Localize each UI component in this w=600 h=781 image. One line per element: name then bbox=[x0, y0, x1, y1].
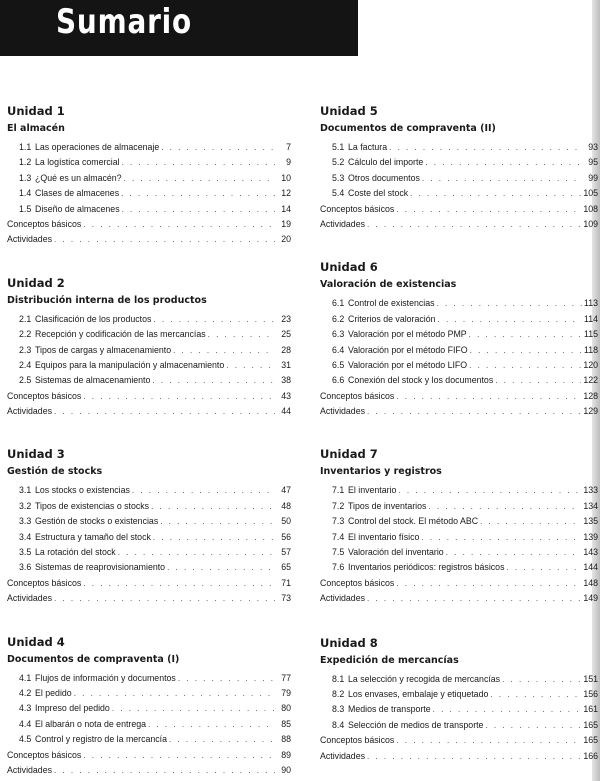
dot-leader bbox=[121, 186, 275, 201]
entry-number: 7.4 bbox=[332, 531, 345, 542]
dot-leader bbox=[83, 576, 275, 591]
entry-text: Sistemas de almacenamiento bbox=[35, 375, 151, 386]
dot-leader bbox=[54, 232, 275, 247]
dot-leader bbox=[433, 702, 582, 717]
toc-entry[interactable] bbox=[7, 343, 291, 358]
toc-entry[interactable] bbox=[320, 499, 598, 514]
dot-leader bbox=[74, 686, 275, 701]
entry-page-number: 120 bbox=[583, 359, 598, 370]
dot-leader bbox=[161, 140, 275, 155]
toc-unit bbox=[320, 103, 598, 232]
entry-text: La selección y recogida de mercancías bbox=[348, 673, 501, 684]
entry-number: 4.2 bbox=[19, 687, 32, 698]
toc-entry[interactable] bbox=[320, 358, 598, 373]
entry-text: Actividades bbox=[7, 764, 52, 775]
dot-leader bbox=[438, 312, 582, 327]
entry-page-number: 73 bbox=[281, 593, 291, 604]
entry-page-number: 122 bbox=[583, 375, 598, 386]
dot-leader bbox=[153, 312, 275, 327]
unit-label: Unidad 3 bbox=[7, 447, 65, 462]
toc-entry[interactable] bbox=[7, 327, 291, 342]
toc-entry[interactable] bbox=[320, 343, 598, 358]
entry-text: Gestión de stocks o existencias bbox=[35, 516, 159, 527]
entry-text: Cálculo del importe bbox=[348, 157, 424, 168]
entry-page-number: 14 bbox=[281, 203, 291, 214]
entry-text: Clasificación de los productos bbox=[35, 313, 152, 324]
entry-page-number: 115 bbox=[583, 329, 598, 340]
entry-number: 6.1 bbox=[332, 298, 345, 309]
entry-page-number: 133 bbox=[583, 485, 598, 496]
entry-text: Conceptos básicos bbox=[7, 749, 82, 760]
unit-label: Unidad 7 bbox=[320, 447, 378, 462]
toc-extra-entry[interactable] bbox=[7, 217, 291, 232]
toc-unit bbox=[7, 634, 291, 779]
entry-number: 7.1 bbox=[332, 485, 345, 496]
entry-page-number: 148 bbox=[583, 577, 598, 588]
entry-text: Actividades bbox=[7, 593, 52, 604]
dot-leader bbox=[470, 343, 582, 358]
entry-page-number: 44 bbox=[281, 406, 291, 417]
toc-entry[interactable] bbox=[320, 560, 598, 575]
entry-page-number: 90 bbox=[281, 764, 291, 775]
entry-page-number: 9 bbox=[286, 157, 291, 168]
entry-page-number: 118 bbox=[583, 344, 598, 355]
entry-text: Conceptos básicos bbox=[7, 577, 82, 588]
entry-number: 4.5 bbox=[19, 734, 32, 745]
entry-text: Actividades bbox=[320, 593, 365, 604]
entry-text: Tipos de inventarios bbox=[348, 500, 427, 511]
dot-leader bbox=[148, 717, 275, 732]
entry-text: Control y registro de la mercancía bbox=[35, 734, 168, 745]
entry-number: 2.5 bbox=[19, 375, 32, 386]
entry-text: Clases de almacenes bbox=[35, 188, 120, 199]
entry-number: 8.1 bbox=[332, 673, 345, 684]
entry-page-number: 108 bbox=[583, 203, 598, 214]
dot-leader bbox=[226, 358, 275, 373]
entry-number: 3.5 bbox=[19, 547, 32, 558]
entry-text: Selección de medios de transporte bbox=[348, 719, 484, 730]
entry-number: 3.2 bbox=[19, 500, 32, 511]
toc-unit bbox=[7, 275, 291, 420]
dot-leader bbox=[151, 499, 275, 514]
toc-unit bbox=[7, 446, 291, 606]
dot-leader bbox=[396, 389, 581, 404]
entry-number: 4.1 bbox=[19, 672, 32, 683]
entry-page-number: 113 bbox=[583, 298, 598, 309]
entry-page-number: 71 bbox=[281, 577, 291, 588]
entry-page-number: 43 bbox=[281, 390, 291, 401]
toc-entry[interactable] bbox=[7, 701, 291, 716]
entry-page-number: 65 bbox=[281, 562, 291, 573]
entry-number: 1.4 bbox=[19, 188, 32, 199]
entry-number: 1.3 bbox=[19, 172, 32, 183]
dot-leader bbox=[422, 171, 582, 186]
toc-entry[interactable] bbox=[7, 671, 291, 686]
entry-number: 7.5 bbox=[332, 547, 345, 558]
dot-leader bbox=[208, 327, 275, 342]
entry-text: La rotación del stock bbox=[35, 547, 116, 558]
dot-leader bbox=[490, 687, 581, 702]
entry-text: Conceptos básicos bbox=[320, 577, 395, 588]
entry-number: 2.4 bbox=[19, 359, 32, 370]
entry-text: Actividades bbox=[320, 406, 365, 417]
entry-number: 3.4 bbox=[19, 531, 32, 542]
page-title: Sumario bbox=[56, 2, 192, 42]
dot-leader bbox=[421, 530, 581, 545]
dot-leader bbox=[83, 389, 275, 404]
dot-leader bbox=[502, 672, 581, 687]
entry-text: La logística comercial bbox=[35, 157, 120, 168]
unit-label: Unidad 5 bbox=[320, 104, 378, 118]
toc-entry[interactable] bbox=[7, 560, 291, 575]
unit-label: Unidad 8 bbox=[320, 635, 378, 650]
entry-text: Diseño de almacenes bbox=[35, 203, 120, 214]
entry-text: ¿Qué es un almacén? bbox=[35, 172, 122, 183]
toc-column-right bbox=[320, 103, 598, 764]
entry-page-number: 19 bbox=[281, 218, 291, 229]
unit-title: Valoración de existencias bbox=[320, 279, 457, 291]
toc-extra-entry[interactable] bbox=[7, 748, 291, 763]
entry-number: 8.2 bbox=[332, 688, 345, 699]
entry-text: Los envases, embalaje y etiquetado bbox=[348, 688, 489, 699]
toc-entry[interactable] bbox=[7, 171, 291, 186]
entry-text: El albarán o nota de entrega bbox=[35, 718, 147, 729]
entry-page-number: 89 bbox=[281, 749, 291, 760]
entry-text: Control del stock. El método ABC bbox=[348, 516, 479, 527]
dot-leader bbox=[167, 560, 275, 575]
toc-entry[interactable] bbox=[320, 327, 598, 342]
toc-entry[interactable] bbox=[320, 140, 598, 155]
entry-page-number: 165 bbox=[583, 735, 598, 746]
entry-text: Conceptos básicos bbox=[320, 735, 395, 746]
entry-page-number: 99 bbox=[588, 172, 598, 183]
entry-text: Sistemas de reaprovisionamiento bbox=[35, 562, 166, 573]
entry-number: 1.2 bbox=[19, 157, 32, 168]
entry-text: El inventario físico bbox=[348, 531, 420, 542]
toc-entry[interactable] bbox=[320, 672, 598, 687]
entry-page-number: 79 bbox=[281, 687, 291, 698]
entry-page-number: 31 bbox=[281, 359, 291, 370]
dot-leader bbox=[112, 701, 275, 716]
dot-leader bbox=[396, 733, 581, 748]
entry-page-number: 109 bbox=[583, 218, 598, 229]
entry-page-number: 139 bbox=[583, 531, 598, 542]
entry-number: 5.4 bbox=[332, 188, 345, 199]
dot-leader bbox=[410, 186, 581, 201]
entry-page-number: 28 bbox=[281, 344, 291, 355]
entry-text: Los stocks o existencias bbox=[35, 485, 130, 496]
entry-text: Coste del stock bbox=[348, 188, 409, 199]
unit-label: Unidad 1 bbox=[7, 104, 65, 118]
toc-entry[interactable] bbox=[7, 530, 291, 545]
entry-number: 3.1 bbox=[19, 485, 32, 496]
toc-unit bbox=[320, 259, 598, 419]
dot-leader bbox=[428, 499, 581, 514]
dot-leader bbox=[446, 545, 582, 560]
entry-text: Criterios de valoración bbox=[348, 313, 436, 324]
entry-page-number: 50 bbox=[281, 516, 291, 527]
entry-number: 5.1 bbox=[332, 142, 345, 152]
entry-text: Otros documentos bbox=[348, 172, 420, 183]
entry-page-number: 20 bbox=[281, 234, 291, 245]
entry-page-number: 80 bbox=[281, 703, 291, 714]
entry-page-number: 166 bbox=[583, 750, 598, 761]
dot-leader bbox=[54, 591, 275, 606]
entry-text: Conceptos básicos bbox=[320, 203, 395, 214]
entry-text: Valoración por el método PMP bbox=[348, 329, 467, 340]
entry-text: Actividades bbox=[7, 406, 52, 417]
unit-title: Documentos de compraventa (II) bbox=[320, 123, 496, 134]
entry-text: Las operaciones de almacenaje bbox=[35, 142, 160, 152]
entry-number: 4.4 bbox=[19, 718, 32, 729]
toc-entry[interactable] bbox=[320, 373, 598, 388]
dot-leader bbox=[122, 202, 275, 217]
entry-text: Valoración por el método LIFO bbox=[348, 359, 468, 370]
entry-page-number: 48 bbox=[281, 500, 291, 511]
entry-number: 1.1 bbox=[19, 142, 32, 152]
unit-title: Distribución interna de los productos bbox=[7, 294, 207, 306]
entry-number: 6.5 bbox=[332, 359, 345, 370]
toc-entry[interactable] bbox=[7, 155, 291, 170]
entry-page-number: 143 bbox=[583, 547, 598, 558]
dot-leader bbox=[367, 404, 581, 419]
entry-page-number: 7 bbox=[286, 142, 291, 152]
toc-unit bbox=[320, 635, 598, 764]
entry-text: Valoración del inventario bbox=[348, 547, 444, 558]
toc-column-left bbox=[7, 103, 291, 778]
toc-entry[interactable] bbox=[320, 545, 598, 560]
toc-entry[interactable] bbox=[320, 483, 598, 498]
dot-leader bbox=[396, 202, 581, 217]
dot-leader bbox=[495, 373, 581, 388]
dot-leader bbox=[173, 343, 275, 358]
entry-number: 1.5 bbox=[19, 203, 32, 214]
entry-number: 6.6 bbox=[332, 375, 345, 386]
entry-number: 7.3 bbox=[332, 516, 345, 527]
entry-text: El pedido bbox=[35, 687, 72, 698]
toc-entry[interactable] bbox=[7, 186, 291, 201]
unit-label: Unidad 4 bbox=[7, 634, 65, 649]
unit-label: Unidad 2 bbox=[7, 275, 65, 290]
entry-text: Conceptos básicos bbox=[320, 390, 395, 401]
toc-entry[interactable] bbox=[7, 499, 291, 514]
entry-text: Inventarios periódicos: registros básicos bbox=[348, 562, 505, 573]
entry-text: Flujos de información y documentos bbox=[35, 672, 176, 683]
entry-text: La factura bbox=[348, 142, 388, 152]
dot-leader bbox=[122, 155, 275, 170]
toc-extra-entry[interactable] bbox=[320, 404, 598, 419]
entry-page-number: 134 bbox=[583, 500, 598, 511]
entry-page-number: 161 bbox=[583, 704, 598, 715]
entry-page-number: 105 bbox=[583, 188, 598, 199]
entry-number: 3.6 bbox=[19, 562, 32, 573]
toc-entry[interactable] bbox=[7, 358, 291, 373]
entry-number: 5.3 bbox=[332, 172, 345, 183]
toc-extra-entry[interactable] bbox=[320, 749, 598, 764]
entry-text: Medios de transporte bbox=[348, 704, 431, 715]
entry-page-number: 149 bbox=[583, 593, 598, 604]
toc-entry[interactable] bbox=[320, 530, 598, 545]
entry-page-number: 25 bbox=[281, 329, 291, 340]
unit-title: Gestión de stocks bbox=[7, 466, 103, 478]
toc-extra-entry[interactable] bbox=[320, 576, 598, 591]
toc-extra-entry[interactable] bbox=[320, 217, 598, 232]
toc-entry[interactable] bbox=[320, 687, 598, 702]
dot-leader bbox=[398, 483, 581, 498]
entry-page-number: 47 bbox=[281, 485, 291, 496]
dot-leader bbox=[178, 671, 275, 686]
toc-entry[interactable] bbox=[7, 140, 291, 155]
entry-number: 8.4 bbox=[332, 719, 345, 730]
dot-leader bbox=[485, 718, 581, 733]
dot-leader bbox=[152, 373, 275, 388]
entry-page-number: 135 bbox=[583, 516, 598, 527]
unit-title: Inventarios y registros bbox=[320, 466, 442, 478]
entry-page-number: 56 bbox=[281, 531, 291, 542]
toc-entry[interactable] bbox=[7, 312, 291, 327]
entry-number: 6.4 bbox=[332, 344, 345, 355]
toc-entry[interactable] bbox=[320, 514, 598, 529]
dot-leader bbox=[389, 140, 582, 155]
dot-leader bbox=[367, 217, 581, 232]
dot-leader bbox=[396, 576, 581, 591]
toc-extra-entry[interactable] bbox=[320, 389, 598, 404]
dot-leader bbox=[54, 763, 275, 778]
toc-entry[interactable] bbox=[7, 483, 291, 498]
entry-number: 2.1 bbox=[19, 313, 32, 324]
toc-extra-entry[interactable] bbox=[320, 591, 598, 606]
toc-entry[interactable] bbox=[7, 545, 291, 560]
toc-extra-entry[interactable] bbox=[320, 202, 598, 217]
dot-leader bbox=[124, 171, 275, 186]
entry-number: 7.2 bbox=[332, 500, 345, 511]
unit-title: El almacén bbox=[7, 123, 65, 134]
entry-text: Valoración por el método FIFO bbox=[348, 344, 468, 355]
toc-entry[interactable] bbox=[7, 717, 291, 732]
toc-unit bbox=[320, 446, 598, 606]
dot-leader bbox=[83, 217, 275, 232]
entry-text: Tipos de existencias o stocks bbox=[35, 500, 150, 511]
entry-number: 8.3 bbox=[332, 704, 345, 715]
entry-text: Tipos de cargas y almacenamiento bbox=[35, 344, 172, 355]
toc-entry[interactable] bbox=[7, 686, 291, 701]
toc-entry[interactable] bbox=[7, 514, 291, 529]
dot-leader bbox=[118, 545, 275, 560]
entry-number: 6.3 bbox=[332, 329, 345, 340]
entry-text: Conexión del stock y los documentos bbox=[348, 375, 494, 386]
entry-page-number: 151 bbox=[583, 673, 598, 684]
toc-entry[interactable] bbox=[320, 296, 598, 311]
entry-number: 3.3 bbox=[19, 516, 32, 527]
toc-entry[interactable] bbox=[320, 186, 598, 201]
entry-number: 2.3 bbox=[19, 344, 32, 355]
dot-leader bbox=[367, 749, 581, 764]
entry-page-number: 93 bbox=[588, 142, 598, 152]
dot-leader bbox=[425, 155, 582, 170]
entry-text: Actividades bbox=[320, 218, 365, 229]
dot-leader bbox=[469, 358, 581, 373]
title-banner bbox=[0, 0, 358, 56]
toc-extra-entry[interactable] bbox=[320, 733, 598, 748]
entry-text: Control de existencias bbox=[348, 298, 435, 309]
unit-title: Documentos de compraventa (I) bbox=[7, 653, 180, 665]
dot-leader bbox=[367, 591, 581, 606]
unit-label: Unidad 6 bbox=[320, 260, 378, 275]
entry-page-number: 85 bbox=[281, 718, 291, 729]
dot-leader bbox=[480, 514, 581, 529]
dot-leader bbox=[169, 732, 275, 747]
entry-page-number: 38 bbox=[281, 375, 291, 386]
entry-page-number: 165 bbox=[583, 719, 598, 730]
entry-page-number: 77 bbox=[281, 672, 291, 683]
entry-page-number: 129 bbox=[583, 406, 598, 417]
entry-text: Conceptos básicos bbox=[7, 218, 82, 229]
entry-number: 6.2 bbox=[332, 313, 345, 324]
entry-number: 7.6 bbox=[332, 562, 345, 573]
toc-entry[interactable] bbox=[320, 155, 598, 170]
dot-leader bbox=[469, 327, 582, 342]
toc-entry[interactable] bbox=[7, 202, 291, 217]
unit-title: Expedición de mercancías bbox=[320, 654, 459, 666]
entry-page-number: 23 bbox=[281, 313, 291, 324]
entry-text: Impreso del pedido bbox=[35, 703, 110, 714]
toc-extra-entry[interactable] bbox=[7, 591, 291, 606]
entry-page-number: 88 bbox=[281, 734, 291, 745]
entry-text: Estructura y tamaño del stock bbox=[35, 531, 151, 542]
toc-unit bbox=[7, 103, 291, 248]
entry-page-number: 57 bbox=[281, 547, 291, 558]
toc-extra-entry[interactable] bbox=[7, 232, 291, 247]
dot-leader bbox=[132, 483, 275, 498]
entry-text: Actividades bbox=[320, 750, 365, 761]
entry-text: Conceptos básicos bbox=[7, 390, 82, 401]
entry-text: Equipos para la manipulación y almacenamiento bbox=[35, 359, 225, 370]
toc-entry[interactable] bbox=[320, 718, 598, 733]
dot-leader bbox=[83, 748, 275, 763]
dot-leader bbox=[54, 404, 275, 419]
toc-entry[interactable] bbox=[320, 312, 598, 327]
entry-page-number: 12 bbox=[281, 188, 291, 199]
entry-number: 4.3 bbox=[19, 703, 32, 714]
entry-page-number: 114 bbox=[583, 313, 598, 324]
entry-number: 5.2 bbox=[332, 157, 345, 168]
dot-leader bbox=[506, 560, 581, 575]
entry-text: El inventario bbox=[348, 485, 397, 496]
entry-text: Recepción y codificación de las mercancías bbox=[35, 329, 206, 340]
entry-page-number: 156 bbox=[583, 688, 598, 699]
entry-page-number: 95 bbox=[588, 157, 598, 168]
entry-page-number: 128 bbox=[583, 390, 598, 401]
toc-extra-entry[interactable] bbox=[7, 404, 291, 419]
toc-entry[interactable] bbox=[7, 732, 291, 747]
dot-leader bbox=[437, 296, 582, 311]
entry-page-number: 144 bbox=[583, 562, 598, 573]
toc-entry[interactable] bbox=[7, 373, 291, 388]
dot-leader bbox=[153, 530, 275, 545]
entry-text: Actividades bbox=[7, 234, 52, 245]
entry-page-number: 10 bbox=[281, 172, 291, 183]
toc-extra-entry[interactable] bbox=[7, 576, 291, 591]
toc-entry[interactable] bbox=[320, 171, 598, 186]
toc-extra-entry[interactable] bbox=[7, 763, 291, 778]
dot-leader bbox=[160, 514, 275, 529]
toc-extra-entry[interactable] bbox=[7, 389, 291, 404]
entry-number: 2.2 bbox=[19, 329, 32, 340]
toc-entry[interactable] bbox=[320, 702, 598, 717]
